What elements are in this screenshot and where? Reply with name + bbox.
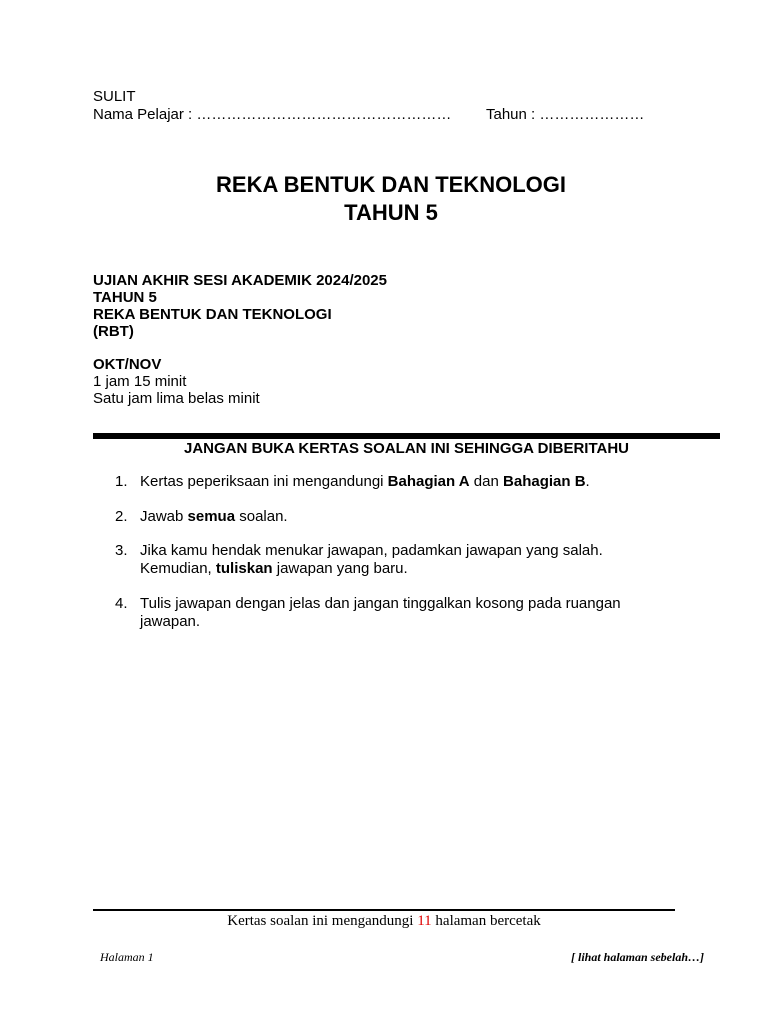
list-item-text: Kertas peperiksaan ini mengandungi Bahagian A dan Bahagian B. <box>140 473 590 490</box>
list-item-number: 4. <box>115 595 128 612</box>
exam-code: (RBT) <box>93 323 134 340</box>
page-count-value: 11 <box>417 913 432 929</box>
list-item-number: 1. <box>115 473 128 490</box>
warning-heading: JANGAN BUKA KERTAS SOALAN INI SEHINGGA DIBERITAHU <box>183 440 629 457</box>
exam-duration-words: Satu jam lima belas minit <box>93 390 260 407</box>
page-number: Halaman 1 <box>100 950 154 964</box>
classification-label: SULIT <box>93 88 136 105</box>
list-item-text: Jawab semua soalan. <box>140 508 288 525</box>
exam-duration: 1 jam 15 minit <box>93 373 187 390</box>
next-page-note: [ lihat halaman sebelah…] <box>570 950 704 964</box>
page-subtitle: TAHUN 5 <box>344 200 438 225</box>
exam-subject: REKA BENTUK DAN TEKNOLOGI <box>93 306 332 323</box>
list-item <box>115 595 675 635</box>
exam-name: UJIAN AKHIR SESI AKADEMIK 2024/2025 <box>93 272 387 289</box>
footer-divider <box>93 909 675 911</box>
list-item <box>115 542 675 582</box>
section-divider <box>93 433 720 439</box>
list-item-text: Tulis jawapan dengan jelas dan jangan tinggalkan kosong pada ruangan jawapan. <box>140 595 621 630</box>
list-item-number: 2. <box>115 508 128 525</box>
exam-year: TAHUN 5 <box>93 289 157 306</box>
exam-session: OKT/NOV <box>93 356 162 373</box>
student-name-field: Nama Pelajar : …………………………………………… <box>93 106 452 123</box>
year-field: Tahun : ………………… <box>486 106 645 123</box>
page-count-note: Kertas soalan ini mengandungi 11 halaman bercetak <box>227 913 541 929</box>
list-item-number: 3. <box>115 542 128 559</box>
page-title: REKA BENTUK DAN TEKNOLOGI <box>216 172 566 197</box>
list-item-text: Jika kamu hendak menukar jawapan, padamkan jawapan yang salah. Kemudian, tuliskan jawapan yang baru. <box>140 542 603 577</box>
